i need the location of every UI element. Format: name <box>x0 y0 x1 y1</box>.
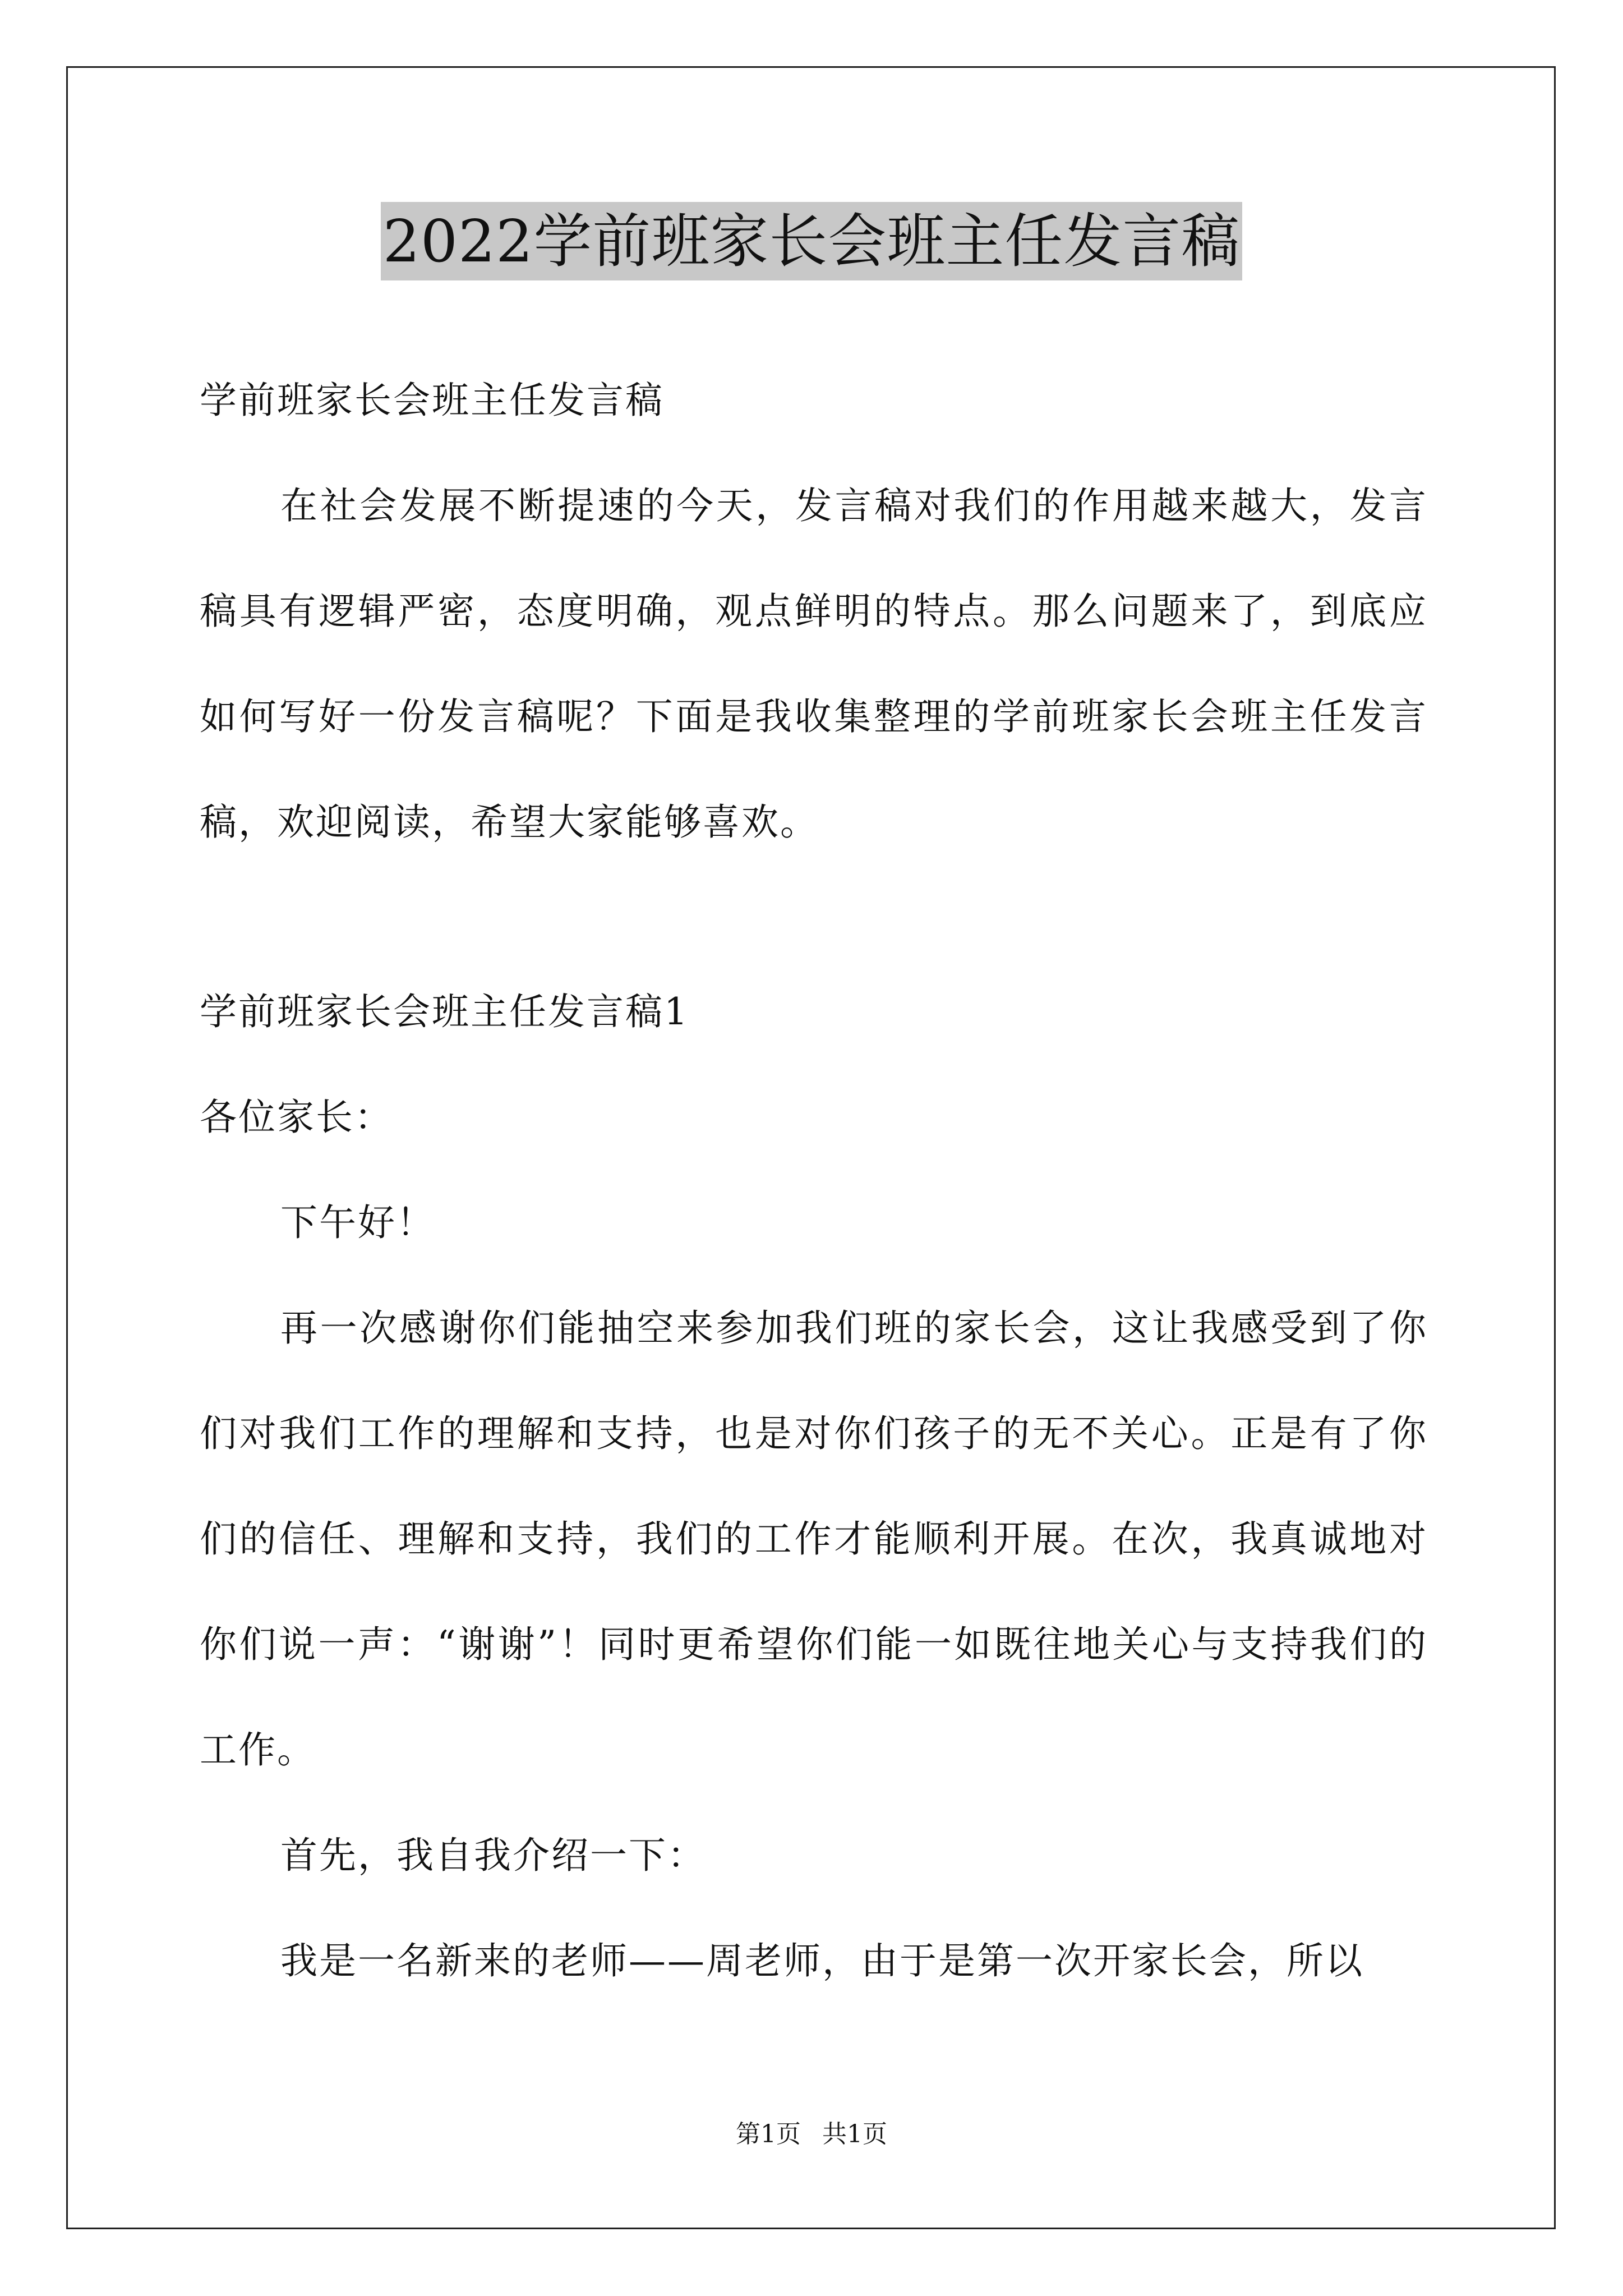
greeting: 下午好！ <box>280 1201 435 1244</box>
title-container <box>0 202 1623 280</box>
document-title: 2022学前班家长会班主任发言稿 <box>381 202 1243 280</box>
section-heading: 学前班家长会班主任发言稿1 <box>200 990 689 1033</box>
document-subtitle: 学前班家长会班主任发言稿 <box>200 379 664 422</box>
body-paragraph: 再一次感谢你们能抽空来参加我们班的家长会，这让我感受到了你们对我们工作的理解和支持，也是对你们孩子的无不关心。正是有了你们的信任、理解和支持，我们的工作才能顺利开展。在次，我真诚地对你们说一声：“谢谢”！同时更希望你们能一如既往地关心与支持我们的工作。 <box>200 1306 1428 1772</box>
document-body <box>200 348 1428 2014</box>
page-total: 共1页 <box>822 2120 887 2148</box>
section-spacer <box>200 875 1428 959</box>
salutation: 各位家长： <box>200 1096 393 1139</box>
page-footer <box>0 2118 1623 2151</box>
body-paragraph: 我是一名新来的老师——周老师，由于是第一次开家长会，所以 <box>280 1939 1364 1982</box>
intro-paragraph: 在社会发展不断提速的今天，发言稿对我们的作用越来越大，发言稿具有逻辑严密，态度明确，观点鲜明的特点。那么问题来了，到底应如何写好一份发言稿呢？下面是我收集整理的学前班家长会班主任发言稿，欢迎阅读，希望大家能够喜欢。 <box>200 484 1428 844</box>
page-number: 第1页 <box>736 2120 801 2148</box>
body-paragraph: 首先，我自我介绍一下： <box>280 1834 706 1877</box>
